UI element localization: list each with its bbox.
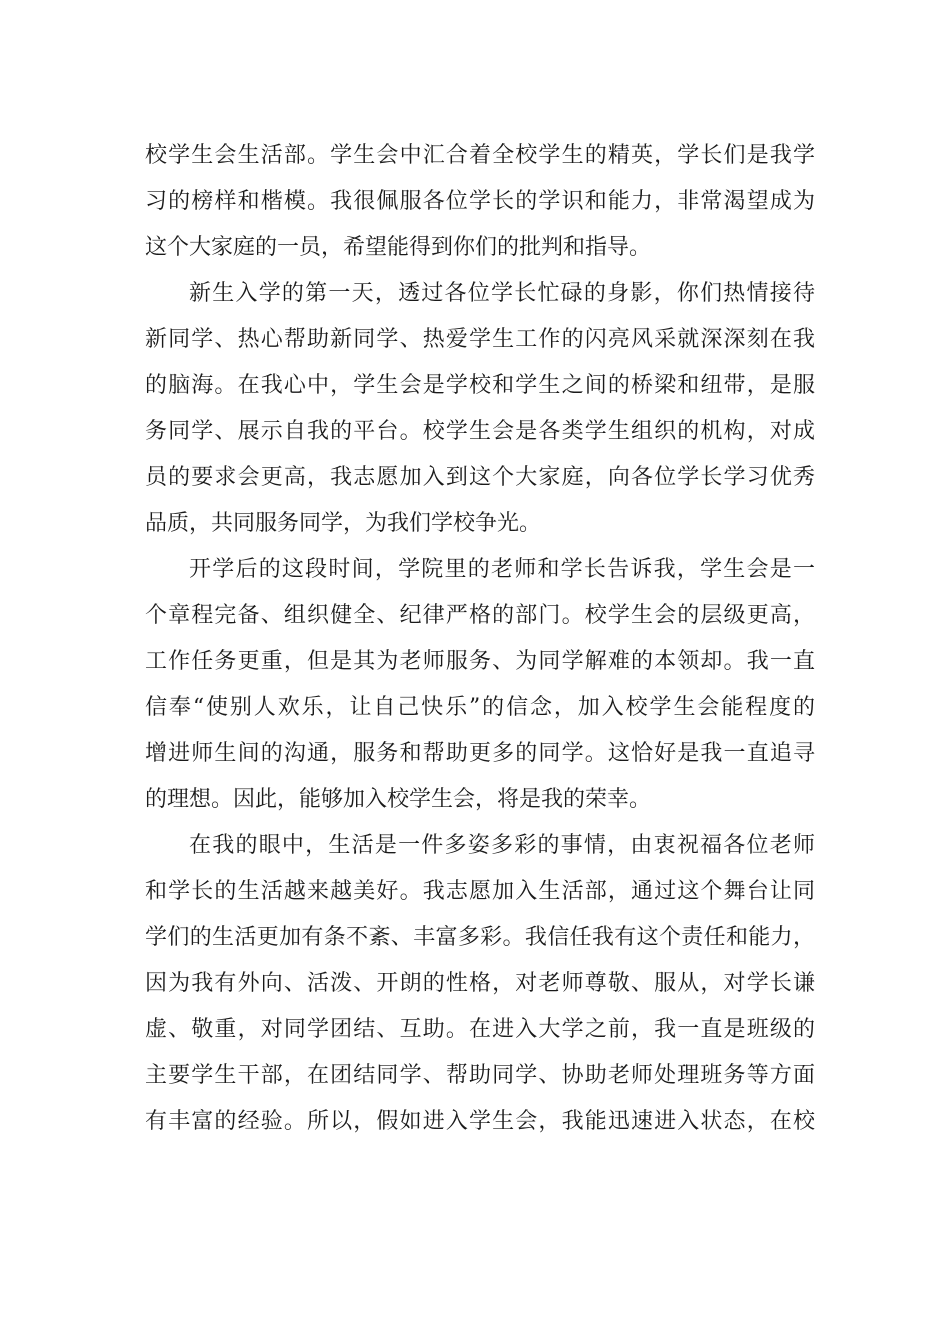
text-line: 校学生会生活部。学生会中汇合着全校学生的精英，学长们是我学: [145, 143, 815, 168]
text-line: 主要学生干部，在团结同学、帮助同学、协助老师处理班务等方面: [145, 1063, 815, 1088]
text-line: 和学长的生活越来越美好。我志愿加入生活部，通过这个舞台让同: [145, 879, 815, 904]
text-line: 增进师生间的沟通，服务和帮助更多的同学。这恰好是我一直追寻: [145, 741, 815, 766]
text-line: 的理想。因此，能够加入校学生会，将是我的荣幸。: [145, 787, 652, 812]
text-line: 这个大家庭的一员，希望能得到你们的批判和指导。: [145, 235, 652, 260]
text-line: 个章程完备、组织健全、纪律严格的部门。校学生会的层级更高，: [145, 603, 815, 628]
text-line: 开学后的这段时间，学院里的老师和学长告诉我，学生会是一: [189, 557, 815, 582]
text-line: 新同学、热心帮助新同学、热爱学生工作的闪亮风采就深深刻在我: [145, 327, 815, 352]
paragraph-4: [145, 823, 815, 1145]
paragraph-2: [145, 271, 815, 547]
text-line: 因为我有外向、活泼、开朗的性格，对老师尊敬、服从，对学长谦: [145, 971, 815, 996]
text-line: 在我的眼中，生活是一件多姿多彩的事情，由衷祝福各位老师: [189, 833, 815, 858]
paragraph-1: [145, 133, 815, 271]
text-line: 的脑海。在我心中，学生会是学校和学生之间的桥梁和纽带，是服: [145, 373, 815, 398]
text-line: 学们的生活更加有条不紊、丰富多彩。我信任我有这个责任和能力，: [145, 925, 815, 950]
text-line: 务同学、展示自我的平台。校学生会是各类学生组织的机构，对成: [145, 419, 815, 444]
text-line: 习的榜样和楷模。我很佩服各位学长的学识和能力，非常渴望成为: [145, 189, 815, 214]
text-line: 员的要求会更高，我志愿加入到这个大家庭，向各位学长学习优秀: [145, 465, 815, 490]
paragraph-3: [145, 547, 815, 823]
text-line: 信奉“使别人欢乐，让自己快乐”的信念，加入校学生会能程度的: [145, 695, 815, 720]
text-line: 有丰富的经验。所以，假如进入学生会，我能迅速进入状态，在校: [145, 1109, 815, 1134]
text-line: 虚、敬重，对同学团结、互助。在进入大学之前，我一直是班级的: [145, 1017, 815, 1042]
text-line: 工作任务更重，但是其为老师服务、为同学解难的本领却。我一直: [145, 649, 815, 674]
body-text: [145, 133, 815, 1145]
text-line: 品质，共同服务同学，为我们学校争光。: [145, 511, 542, 536]
text-line: 新生入学的第一天，透过各位学长忙碌的身影，你们热情接待: [189, 281, 815, 306]
